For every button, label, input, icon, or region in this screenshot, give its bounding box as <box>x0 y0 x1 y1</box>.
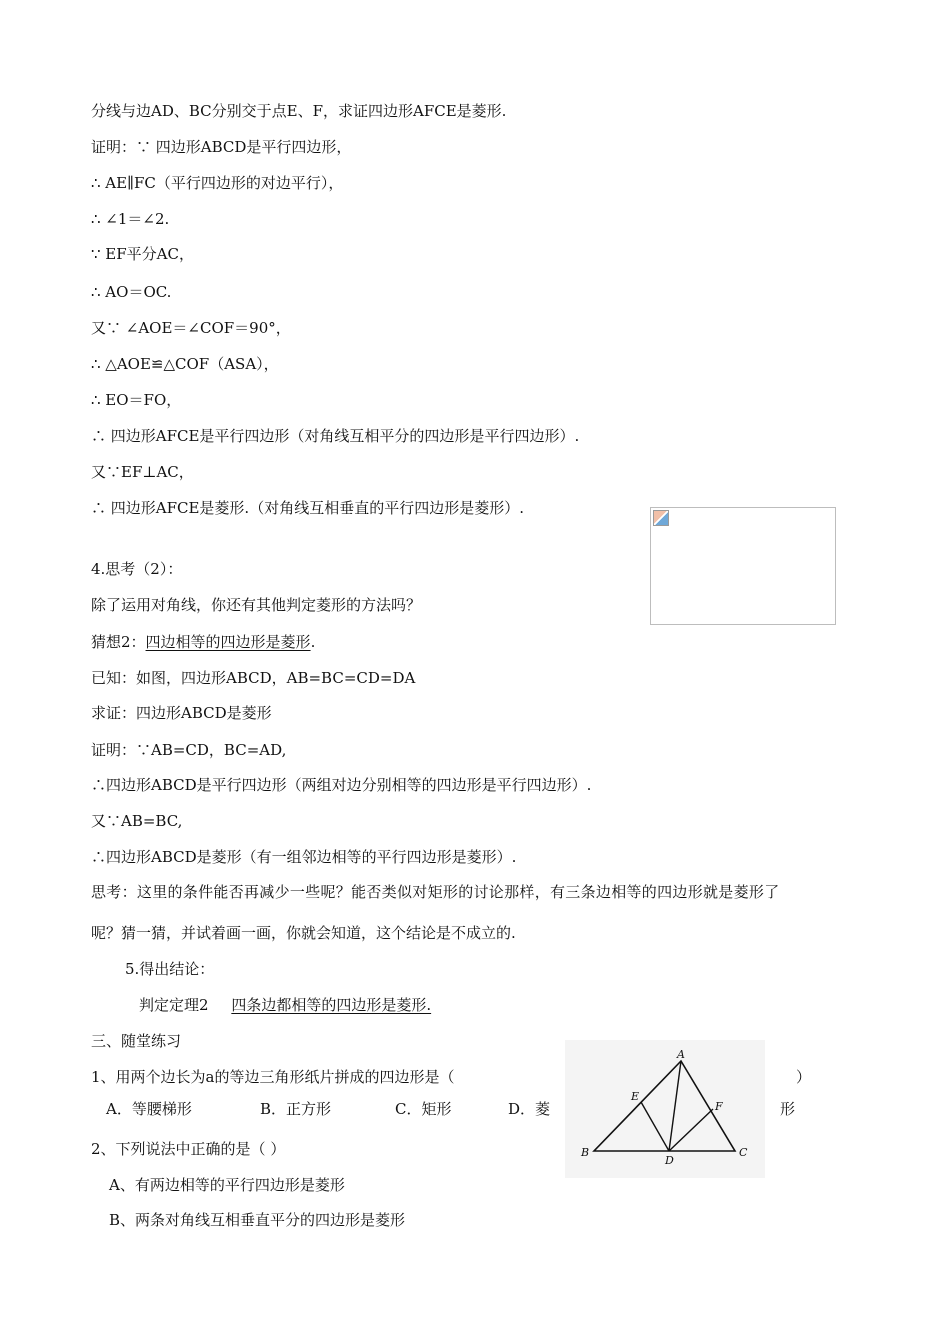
label-e: E <box>631 1090 640 1103</box>
q2-option-a: A、有两边相等的平行四边形是菱形 <box>109 1176 345 1194</box>
text-line: 求证：四边形ABCD是菱形 <box>91 704 272 722</box>
q1-option-c: C．矩形 <box>395 1100 452 1118</box>
section-heading: 三、随堂练习 <box>91 1032 182 1050</box>
q1-option-b: B．正方形 <box>260 1100 332 1118</box>
guess-suffix: . <box>310 633 316 651</box>
text-line: 又∵ ∠AOE＝∠COF＝90°， <box>91 319 291 337</box>
broken-image-icon <box>653 510 669 526</box>
label-a: A <box>677 1048 685 1061</box>
broken-image-placeholder <box>650 507 836 625</box>
text-line: 除了运用对角线，你还有其他判定菱形的方法吗？ <box>91 596 422 614</box>
text-line: 已知：如图，四边形ABCD，AB=BC=CD=DA <box>91 669 416 687</box>
text-line: 证明：∵ 四边形ABCD是平行四边形， <box>91 138 352 156</box>
think-line: 呢？猜一猜，并试着画一画，你就会知道，这个结论是不成立的. <box>91 924 516 942</box>
text-line: ∴ ∠1＝∠2. <box>91 210 170 228</box>
think-line: 思考：这里的条件能否再减少一些呢？能否类似对矩形的讨论那样，有三条边相等的四边形就是菱形了 <box>91 883 780 901</box>
q1-close-paren: ） <box>796 1068 812 1086</box>
text-line: 4.思考（2）： <box>91 560 183 578</box>
theorem-label: 判定定理2 <box>139 996 209 1014</box>
triangle-figure <box>565 1040 765 1178</box>
theorem-text: 四条边都相等的四边形是菱形. <box>231 996 432 1014</box>
text-line: ∴ EO＝FO， <box>91 391 182 409</box>
q1-option-d: D．菱 <box>508 1100 551 1118</box>
text-line: 又∵EF⊥AC， <box>91 463 194 481</box>
label-f: F <box>715 1100 723 1113</box>
text-line: ∵ EF平分AC， <box>91 245 194 263</box>
conclusion-heading: 5.得出结论： <box>125 960 215 978</box>
text-line: ∴四边形ABCD是平行四边形（两组对边分别相等的四边形是平行四边形）. <box>91 776 592 794</box>
guess-prefix: 猜想2： <box>91 633 146 651</box>
guess-text: 四边相等的四边形是菱形 <box>145 633 311 651</box>
q1-stem: 1、用两个边长为a的等边三角形纸片拼成的四边形是（ <box>91 1068 455 1086</box>
text-line: ∴ △AOE≌△COF（ASA）， <box>91 355 279 373</box>
theorem-line <box>139 995 431 1015</box>
label-b: B <box>581 1146 590 1159</box>
q1-option-a: A．等腰梯形 <box>106 1100 192 1118</box>
label-d: D <box>665 1154 674 1167</box>
text-line: 证明：∵AB=CD，BC=AD, <box>91 741 287 759</box>
text-line: ∴ 四边形AFCE是菱形.（对角线互相垂直的平行四边形是菱形）. <box>91 499 524 517</box>
q1-option-d-tail: 形 <box>780 1100 796 1118</box>
q2-stem: 2、下列说法中正确的是（ ） <box>91 1140 286 1158</box>
text-line: ∴ AE∥FC（平行四边形的对边平行）， <box>91 174 344 192</box>
q2-option-b: B、两条对角线互相垂直平分的四边形是菱形 <box>109 1211 406 1229</box>
text-line: ∴ 四边形AFCE是平行四边形（对角线互相平分的四边形是平行四边形）. <box>91 427 580 445</box>
text-line: 又∵AB=BC, <box>91 812 183 830</box>
label-c: C <box>739 1146 748 1159</box>
text-line: ∴ AO＝OC. <box>91 283 172 301</box>
guess-line <box>91 632 315 652</box>
text-line: 分线与边AD、BC分别交于点E、F，求证四边形AFCE是菱形. <box>91 102 507 120</box>
text-line: ∴四边形ABCD是菱形（有一组邻边相等的平行四边形是菱形）. <box>91 848 517 866</box>
